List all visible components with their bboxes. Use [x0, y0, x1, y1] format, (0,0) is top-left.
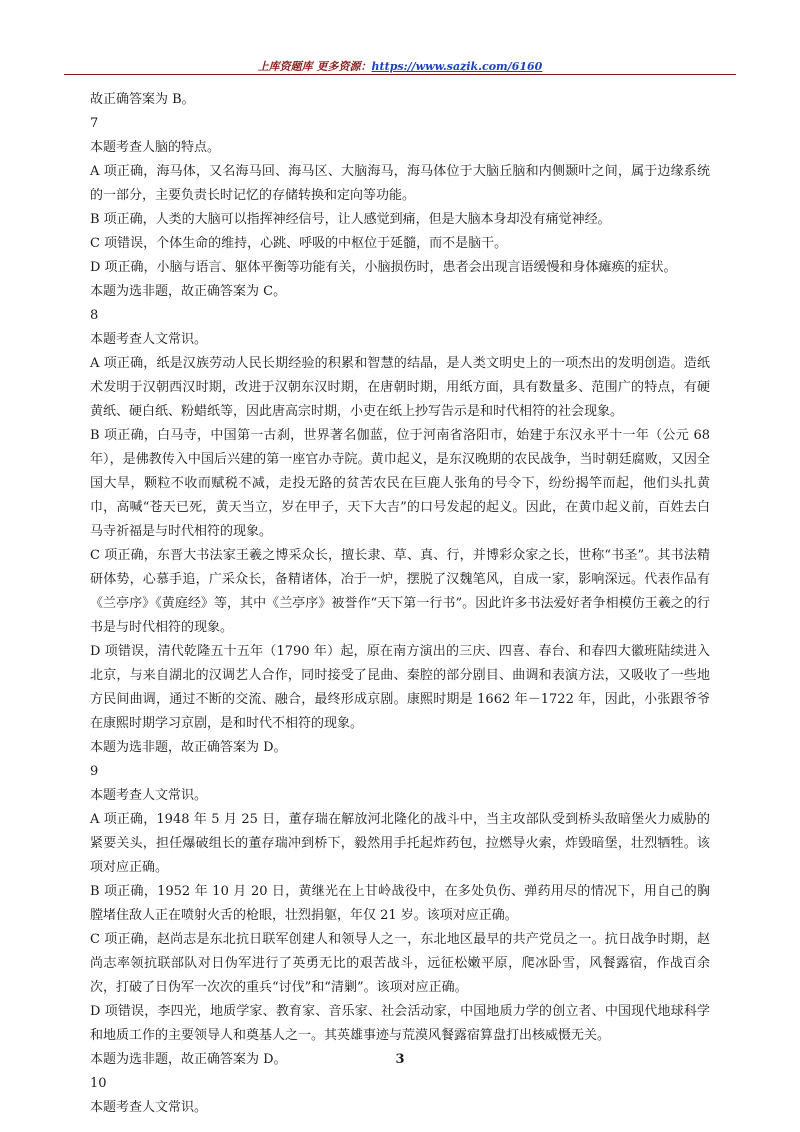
option-paragraph: D 项错误，清代乾隆五十五年（1790 年）起，原在南方演出的三庆、四喜、春台、和春四大徽班陆续进入北京，与来自湖北的汉调艺人合作，同时接受了昆曲、秦腔的部分剧目、曲调和表演方法，又吸收了一些地方民间曲调，通过不断的交流、融合，最终形成京剧。康熙时期是 1662 年－1722 年，因此，小张跟爷爷在康熙时期学习京剧，是和时代不相符的现象。	[90, 644, 710, 731]
question-number: 9	[90, 764, 99, 779]
option-paragraph: C 项正确，东晋大书法家王羲之博采众长，擅长隶、草、真、行，并博彩众家之长，世称“书圣”。其书法精研体势，心慕手追，广采众长，备精诸体，冶于一炉，摆脱了汉魏笔风，自成一家，影响深远。代表作品有《兰亭序》《黄庭经》等，其中《兰亭序》被誉作“天下第一行书”。因此许多书法爱好者争相模仿王羲之的行书是与时代相符的现象。	[90, 548, 710, 635]
option-paragraph: B 项正确，1952 年 10 月 20 日，黄继光在上甘岭战役中，在多处负伤、弹药用尽的情况下，用自己的胸膛堵住敌人正在喷射火舌的枪眼，壮烈捐躯，年仅 21 岁。该项对应正确。	[90, 884, 710, 923]
question-number: 8	[90, 308, 99, 323]
answer-line: 故正确答案为 B。	[90, 92, 195, 107]
option-paragraph: A 项正确，1948 年 5 月 25 日，董存瑞在解放河北隆化的战斗中，当主攻部队受到桥头敌暗堡火力威胁的紧要关头，担任爆破组长的董存瑞冲到桥下，毅然用手托起炸药包，拉燃导火索，炸毁暗堡，壮烈牺牲。该项对应正确。	[90, 812, 710, 875]
option-paragraph: C 项错误，个体生命的维持，心跳、呼吸的中枢位于延髓，而不是脑干。	[90, 236, 508, 251]
option-paragraph: D 项正确，小脑与语言、躯体平衡等功能有关，小脑损伤时，患者会出现言语缓慢和身体瘫痪的症状。	[90, 260, 677, 275]
answer-line: 本题为选非题，故正确答案为 D。	[90, 740, 287, 755]
option-paragraph: B 项正确，白马寺，中国第一古刹，世界著名伽蓝，位于河南省洛阳市，始建于东汉永平十一年（公元 68 年），是佛教传入中国后兴建的第一座官办寺院。黄巾起义，是东汉晚期的农民战争，当时朝廷腐败，又因全国大旱，颗粒不收而赋税不减，走投无路的贫苦农民在巨鹿人张角的号令下，纷纷揭竿而起，他们头扎黄巾，高喊“苍天已死，黄天当立，岁在甲子，天下大吉”的口号发起的起义。因此，在黄巾起义前，百姓去白马寺祈福是与时代相符的现象。	[90, 428, 710, 539]
header-text	[64, 58, 736, 74]
topic-line: 本题考查人文常识。	[90, 788, 208, 803]
document-body	[90, 88, 710, 1120]
page-number: 3	[395, 1052, 405, 1067]
header-site-text: 上库资题库 更多资源：	[257, 60, 372, 73]
page-header	[64, 50, 736, 76]
answer-line: 本题为选非题，故正确答案为 D。	[90, 1052, 287, 1067]
question-number: 10	[90, 1076, 107, 1091]
option-paragraph: A 项正确，纸是汉族劳动人民长期经验的积累和智慧的结晶，是人类文明史上的一项杰出的发明创造。造纸术发明于汉朝西汉时期，改进于汉朝东汉时期，在唐朝时期，用纸方面，具有数量多、范围广的特点，有硬黄纸、硬白纸、粉蜡纸等，因此唐高宗时期，小吏在纸上抄写告示是和时代相符的社会现象。	[90, 356, 710, 419]
header-url-link[interactable]: https://www.sazik.com/6160	[371, 60, 543, 73]
topic-line: 本题考查人文常识。	[90, 332, 208, 347]
topic-line: 本题考查人脑的特点。	[90, 140, 221, 155]
topic-line: 本题考查人文常识。	[90, 1100, 208, 1115]
option-paragraph: B 项正确，人类的大脑可以指挥神经信号，让人感觉到痛，但是大脑本身却没有痛觉神经。	[90, 212, 611, 227]
option-paragraph: C 项正确，赵尚志是东北抗日联军创建人和领导人之一，东北地区最早的共产党员之一。抗日战争时期，赵尚志率领抗联部队对日伪军进行了英勇无比的艰苦战斗，远征松嫩平原，爬冰卧雪，风餐露宿，作战百余次，打破了日伪军一次次的重兵“讨伐”和“清剿”。该项对应正确。	[90, 932, 710, 995]
question-number: 7	[90, 116, 99, 131]
option-paragraph: A 项正确，海马体，又名海马回、海马区、大脑海马，海马体位于大脑丘脑和内侧颞叶之间，属于边缘系统的一部分，主要负责长时记忆的存储转换和定向等功能。	[90, 164, 710, 203]
option-paragraph: D 项错误，李四光，地质学家、教育家、音乐家、社会活动家，中国地质力学的创立者、中国现代地球科学和地质工作的主要领导人和奠基人之一。其英雄事迹与荒漠风餐露宿算盘打出核威慑无关。	[90, 1004, 710, 1043]
header-divider	[64, 74, 736, 75]
answer-line: 本题为选非题，故正确答案为 C。	[90, 284, 287, 299]
